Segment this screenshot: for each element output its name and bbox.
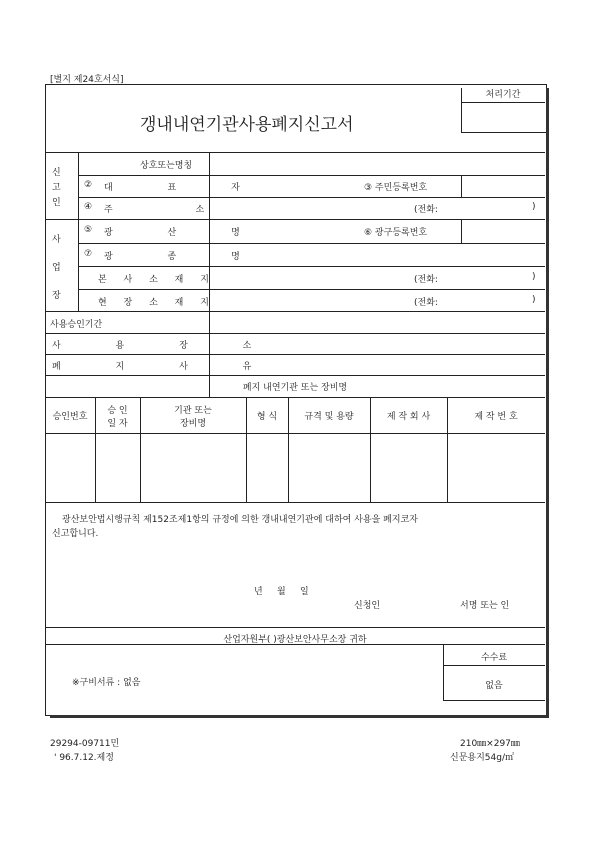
signature-label: 서명 또는 인 [460,601,510,611]
head-office-label: 본 사 소 재 지 [98,275,216,285]
rule [78,243,545,244]
mine-name-label: 광 산 명 [104,228,266,238]
phone-label-end: ) [532,295,536,305]
processing-period-label: 처리기간 [461,88,545,103]
phone-label: (전화: [414,205,438,215]
circled-number: ② [84,180,93,190]
rule [78,197,545,198]
column-maker: 제 작 회 사 [386,412,431,422]
phone-label-end: ) [532,202,536,212]
phone-label: (전화: [414,275,438,285]
rule [45,433,545,434]
site-office-label: 현 장 소 재 지 [98,298,216,308]
phone-label-end: ) [532,272,536,282]
frame-shadow-right [546,88,549,718]
addressee: 산업자원부( )광산보안사무소장 귀하 [223,635,367,645]
mine-registration-label: ⑥ 광구등록번호 [364,228,428,238]
usage-place-label: 사 용 장 소 [52,341,278,351]
attachments-note: ※구비서류 : 없음 [72,678,141,688]
rule [45,354,545,355]
applicant-group-char: 인 [52,198,61,208]
form-frame [45,84,547,716]
footer-paper-type: 신문용지54g/㎡ [450,753,514,763]
representative-label: 대 표 자 [104,183,266,193]
workplace-group-char: 사 [52,235,61,245]
applicant-label: 신청인 [354,601,381,611]
circled-number: ④ [84,202,93,212]
rule [45,311,545,312]
rule [78,152,79,311]
workplace-group-char: 업 [52,263,61,273]
rule [461,175,462,197]
rule [45,502,545,503]
rule [443,665,545,666]
footer-paper-size: 210㎜×297㎜ [460,739,520,749]
column-model: 형 식 [256,412,278,422]
column-machine-name: 장비명 [179,419,207,429]
declaration-text: 신고합니다. [52,529,99,539]
column-approval-date: 승 인 [107,406,128,416]
rule [45,375,545,376]
workplace-group-char: 장 [52,291,61,301]
frame-shadow-bottom [50,715,549,718]
rule [45,333,545,334]
rule [461,219,462,243]
rule [78,266,545,267]
rule [78,289,545,290]
declaration-text: 광산보안법시행규칙 제152조제1항의 규정에 의한 갱내내연기관에 대하여 사용을 폐지코자 [62,515,418,525]
company-name-label: 상호또는명칭 [140,161,193,171]
form-number: [별지 제24호서식] [50,75,124,85]
circled-number: ⑦ [84,249,93,259]
phone-label: (전화: [414,298,438,308]
address-label: 주 소 [104,205,245,215]
footer-form-code: 29294-09711민 [50,739,120,749]
rule [78,175,545,176]
column-serial: 제 작 번 호 [474,412,518,422]
rule [45,219,545,220]
rule [45,152,545,153]
column-approval-date: 일 자 [107,419,128,429]
fee-value: 없음 [485,681,503,691]
rule [45,397,545,398]
equipment-header: 폐지 내연기관 또는 장비명 [242,383,348,393]
date-line: 년 월 일 [254,587,309,597]
fee-label: 수수료 [480,653,508,663]
abolition-reason-label: 폐 지 사 유 [52,362,278,372]
column-spec: 규격 및 용량 [304,412,354,422]
circled-number: ⑤ [84,225,93,235]
applicant-group-char: 신 [52,168,61,178]
footer-enactment-date: ' 96.7.12.제정 [54,753,114,763]
rule [443,700,545,701]
column-machine-name: 기관 또는 [174,406,212,416]
form-title: 갱내내연기관사용폐지신고서 [140,115,354,135]
approval-period-label: 사용승인기간 [50,320,103,330]
mineral-label: 광 종 명 [104,252,266,262]
resident-number-label: ③ 주민등록번호 [364,183,428,193]
rule [45,627,545,628]
applicant-group-char: 고 [52,183,61,193]
column-approval-number: 승인번호 [52,412,88,422]
